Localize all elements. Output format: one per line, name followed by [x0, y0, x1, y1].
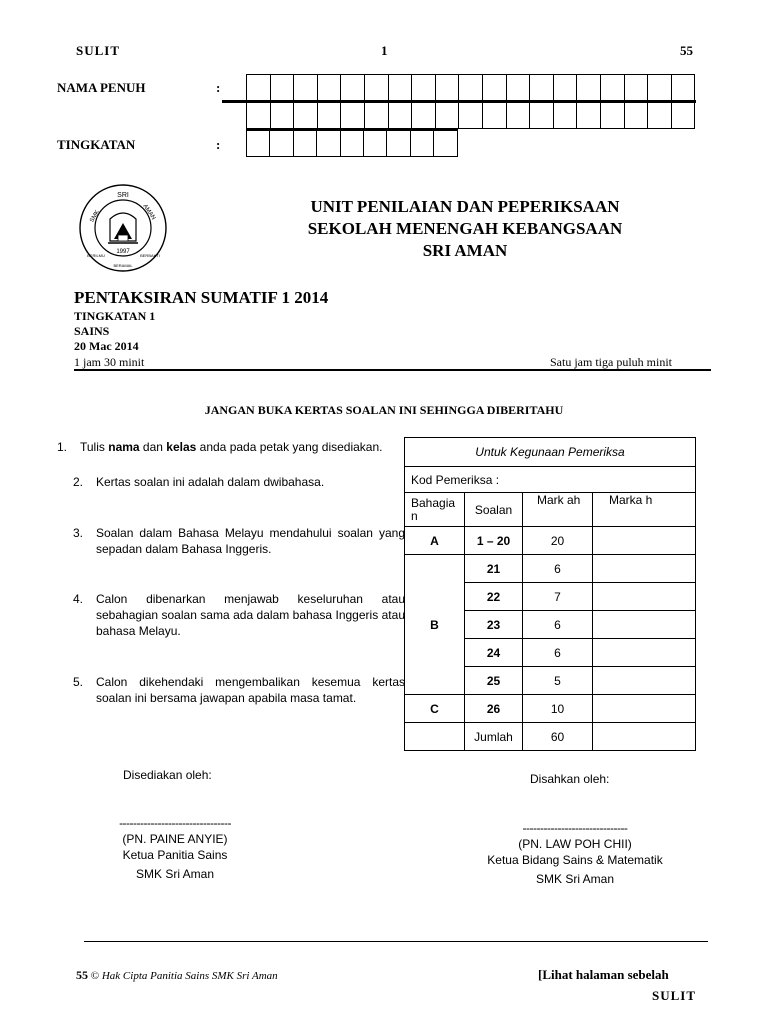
name-label: NAMA PENUH [57, 80, 146, 95]
signatory-name: (PN. PAINE ANYIE) [122, 832, 228, 846]
letter-box[interactable] [576, 74, 601, 102]
footer-copyright-text: Hak Cipta Panitia Sains SMK Sri Aman [101, 970, 278, 982]
header-markah-obtained: Marka h [593, 493, 696, 527]
letter-box[interactable] [246, 74, 271, 102]
logo-top-text: SRI [117, 192, 129, 199]
class-colon: : [216, 137, 221, 152]
class-label: TINGKATAN [57, 137, 136, 152]
marks-obtained-cell[interactable] [593, 695, 696, 723]
letter-box[interactable] [316, 129, 340, 157]
logo-year: 1997 [116, 249, 130, 255]
table-row-soalan: 25 [465, 667, 523, 695]
letter-box[interactable] [529, 101, 554, 129]
exam-duration: 1 jam 30 minit [74, 355, 145, 369]
exam-subject: SAINS [74, 324, 110, 338]
exam-info-divider [74, 369, 711, 371]
letter-box[interactable] [340, 101, 365, 129]
letter-box[interactable] [624, 101, 649, 129]
table-row-markah: 6 [523, 611, 593, 639]
signatory-school: SMK Sri Aman [535, 872, 615, 886]
class-input-grid[interactable] [246, 129, 458, 157]
signatory-role: Ketua Panitia Sains [122, 848, 228, 862]
signature-block-left [90, 815, 260, 882]
letter-box[interactable] [671, 74, 696, 102]
exam-title: PENTAKSIRAN SUMATIF 1 2014 [74, 288, 329, 307]
footer-divider [84, 941, 708, 942]
table-title: Untuk Kegunaan Pemeriksa [405, 438, 696, 467]
instruction-2: 2. Kertas soalan ini adalah dalam dwibahasa. [73, 475, 325, 489]
signatory-school: SMK Sri Aman [135, 867, 215, 881]
school-line-2: SEKOLAH MENENGAH KEBANGSAAN [307, 219, 623, 238]
section-b: B [405, 555, 465, 695]
header-total-pages: 55 [680, 43, 693, 58]
school-line-3: SRI AMAN [422, 241, 508, 260]
table-row-soalan: 23 [465, 611, 523, 639]
marks-obtained-cell[interactable] [593, 555, 696, 583]
instruction-number: 1. [57, 440, 68, 454]
total-label: Jumlah [465, 723, 523, 751]
signature-line: -------------------------------- [119, 816, 231, 830]
marks-obtained-cell[interactable] [593, 611, 696, 639]
section-c: C [405, 695, 465, 723]
letter-box[interactable] [363, 129, 387, 157]
letter-box[interactable] [293, 74, 318, 102]
table-row-soalan: 24 [465, 639, 523, 667]
letter-box[interactable] [435, 101, 460, 129]
table-row-markah: 6 [523, 639, 593, 667]
table-row-soalan: 1 – 20 [465, 527, 523, 555]
signature-line: ------------------------------ [522, 821, 628, 835]
approved-by-label: Disahkan oleh: [530, 772, 610, 786]
letter-box[interactable] [624, 74, 649, 102]
letter-box[interactable] [433, 129, 457, 157]
prepared-by-label: Disediakan oleh: [123, 768, 212, 782]
letter-box[interactable] [506, 74, 531, 102]
letter-box[interactable] [317, 101, 342, 129]
letter-box[interactable] [269, 129, 293, 157]
table-row-markah: 10 [523, 695, 593, 723]
examiner-marks-table [404, 437, 696, 751]
letter-box[interactable] [600, 101, 625, 129]
logo-motto-3: BERBAKTI [140, 253, 160, 258]
name-colon: : [216, 80, 221, 95]
table-row-markah: 6 [523, 555, 593, 583]
logo-motto-2: BERAMAL [113, 263, 133, 268]
letter-box[interactable] [293, 101, 318, 129]
letter-box[interactable] [386, 129, 410, 157]
letter-box[interactable] [411, 74, 436, 102]
name-grid-divider [222, 100, 696, 103]
empty-cell [405, 723, 465, 751]
letter-box[interactable] [364, 74, 389, 102]
logo-left-text: SMK [89, 209, 101, 224]
letter-box[interactable] [270, 101, 295, 129]
letter-box[interactable] [435, 74, 460, 102]
header-markah-full: Mark ah [523, 493, 593, 527]
logo-right-text: AMAN [141, 203, 157, 222]
marks-obtained-cell[interactable] [593, 639, 696, 667]
letter-box[interactable] [340, 129, 364, 157]
letter-box[interactable] [388, 74, 413, 102]
marks-obtained-cell[interactable] [593, 667, 696, 695]
letter-box[interactable] [671, 101, 696, 129]
copyright-icon: © [90, 970, 100, 982]
header-bahagian: Bahagia n [405, 493, 465, 527]
letter-box[interactable] [246, 129, 270, 157]
letter-box[interactable] [553, 74, 578, 102]
table-row-soalan: 22 [465, 583, 523, 611]
table-row-soalan: 21 [465, 555, 523, 583]
letter-box[interactable] [600, 74, 625, 102]
letter-box[interactable] [458, 101, 483, 129]
letter-box[interactable] [364, 101, 389, 129]
letter-box[interactable] [246, 101, 271, 129]
letter-box[interactable] [647, 74, 672, 102]
examiner-code: Kod Pemeriksa : [405, 467, 696, 493]
school-logo [78, 183, 168, 273]
exam-date: 20 Mac 2014 [74, 339, 139, 353]
section-a: A [405, 527, 465, 555]
letter-box[interactable] [317, 74, 342, 102]
total-markah: 60 [523, 723, 593, 751]
letter-box[interactable] [553, 101, 578, 129]
class-grid-top-border [246, 128, 458, 131]
signature-block-right [470, 820, 680, 887]
marks-obtained-cell[interactable] [593, 583, 696, 611]
letter-box[interactable] [410, 129, 434, 157]
name-input-grid[interactable] [222, 74, 696, 130]
footer-page-number: 55 [76, 968, 88, 982]
letter-box[interactable] [340, 74, 365, 102]
letter-box[interactable] [411, 101, 436, 129]
letter-box[interactable] [482, 101, 507, 129]
instruction-4: 4. Calon dibenarkan menjawab keseluruhan atau sebahagian soalan sama ada dalam bahasa Inggeris atau bahasa Melayu. [73, 592, 405, 638]
letter-box[interactable] [388, 101, 413, 129]
table-row-soalan: 26 [465, 695, 523, 723]
signatory-name: (PN. LAW POH CHII) [518, 837, 632, 851]
instruction-1: 1. Tulis nama dan kelas anda pada petak yang disediakan. [57, 440, 383, 454]
letter-box[interactable] [576, 101, 601, 129]
letter-box[interactable] [482, 74, 507, 102]
logo-motto-1: BERILMU [87, 253, 105, 258]
footer-sulit: SULIT [652, 988, 697, 1003]
letter-box[interactable] [506, 101, 531, 129]
exam-form: TINGKATAN 1 [74, 309, 156, 323]
footer-copyright [76, 968, 278, 983]
header-page-number: 1 [381, 43, 388, 58]
signatory-role: Ketua Bidang Sains & Matematik [487, 853, 663, 867]
letter-box[interactable] [647, 101, 672, 129]
header-soalan: Soalan [465, 493, 523, 527]
warning-text: JANGAN BUKA KERTAS SOALAN INI SEHINGGA DIBERITAHU [204, 403, 564, 417]
table-row-markah: 5 [523, 667, 593, 695]
school-line-1: UNIT PENILAIAN DAN PEPERIKSAAN [310, 197, 620, 216]
letter-box[interactable] [270, 74, 295, 102]
exam-duration-words: Satu jam tiga puluh minit [550, 355, 672, 369]
marks-obtained-cell[interactable] [593, 527, 696, 555]
letter-box[interactable] [293, 129, 317, 157]
table-row-markah: 7 [523, 583, 593, 611]
total-obtained-cell[interactable] [593, 723, 696, 751]
instruction-3: 3. Soalan dalam Bahasa Melayu mendahului soalan yang sepadan dalam Bahasa Inggeris. [73, 526, 405, 556]
letter-box[interactable] [458, 74, 483, 102]
header-sulit: SULIT [76, 43, 121, 58]
table-row-markah: 20 [523, 527, 593, 555]
letter-box[interactable] [529, 74, 554, 102]
instruction-5: 5. Calon dikehendaki mengembalikan kesemua kertas soalan ini bersama jawapan apabila masa tamat. [73, 675, 405, 705]
footer-next-page: [Lihat halaman sebelah [538, 967, 669, 982]
